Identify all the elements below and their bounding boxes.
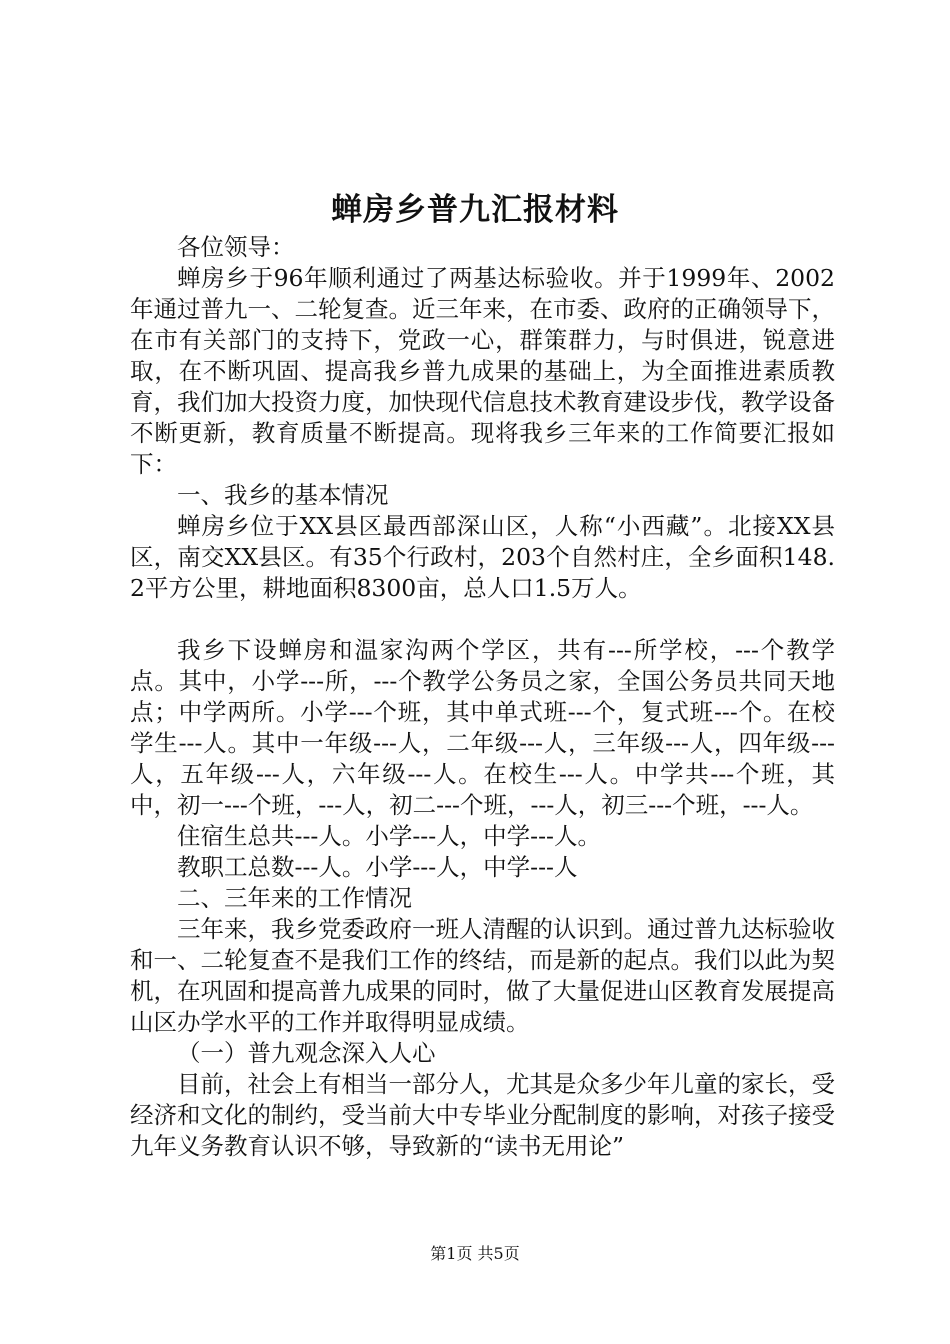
subsection-heading-concept: （一）普九观念深入人心: [177, 1039, 436, 1067]
document-body: [130, 232, 835, 1162]
page-number-footer: 第1页 共5页: [430, 1244, 520, 1263]
basic-info-paragraph: 蝉房乡位于XX县区最西部深山区，人称“小西藏”。北接XX县区，南交XX县区。有35个行政村，203个自然村庄，全乡面积148.2平方公里，耕地面积8300亩，总人口1.5万人。: [130, 512, 835, 602]
staff-paragraph: 教职工总数---人。小学---人，中学---人: [177, 853, 578, 881]
salutation: 各位领导：: [177, 233, 295, 261]
section-heading-work: 二、三年来的工作情况: [177, 884, 412, 912]
section-heading-basic-info: 一、我乡的基本情况: [177, 481, 389, 509]
work-paragraph: 三年来，我乡党委政府一班人清醒的认识到。通过普九达标验收和一、二轮复查不是我们工作的终结，而是新的起点。我们以此为契机，在巩固和提高普九成果的同时，做了大量促进山区教育发展提高山区办学水平的工作并取得明显成绩。: [130, 915, 835, 1036]
intro-paragraph: 蝉房乡于96年顺利通过了两基达标验收。并于1999年、2002年通过普九一、二轮复查。近三年来，在市委、政府的正确领导下，在市有关部门的支持下，党政一心，群策群力，与时俱进，锐意进取，在不断巩固、提高我乡普九成果的基础上，为全面推进素质教育，我们加大投资力度，加快现代信息技术教育建设步伐，教学设备不断更新，教育质量不断提高。现将我乡三年来的工作简要汇报如下：: [130, 264, 835, 478]
document-title: 蝉房乡普九汇报材料: [331, 192, 619, 228]
paragraph-spacer: [130, 604, 835, 635]
boarders-paragraph: 住宿生总共---人。小学---人，中学---人。: [177, 822, 601, 850]
schools-paragraph: 我乡下设蝉房和温家沟两个学区，共有---所学校，---个教学点。其中，小学---所，---个教学公务员之家，全国公务员共同天地点；中学两所。小学---个班，其中单式班---个，复式班---个。在校学生---人。其中一年级---人，二年级---人，三年级---人，四年级---人，五年级---人，六年级---人。在校生---人。中学共---个班，其中，初一---个班，---人，初二---个班，---人，初三---个班，---人。: [130, 636, 835, 819]
concept-paragraph: 目前，社会上有相当一部分人，尤其是众多少年儿童的家长，受经济和文化的制约，受当前大中专毕业分配制度的影响，对孩子接受九年义务教育认识不够，导致新的“读书无用论”: [130, 1070, 835, 1160]
